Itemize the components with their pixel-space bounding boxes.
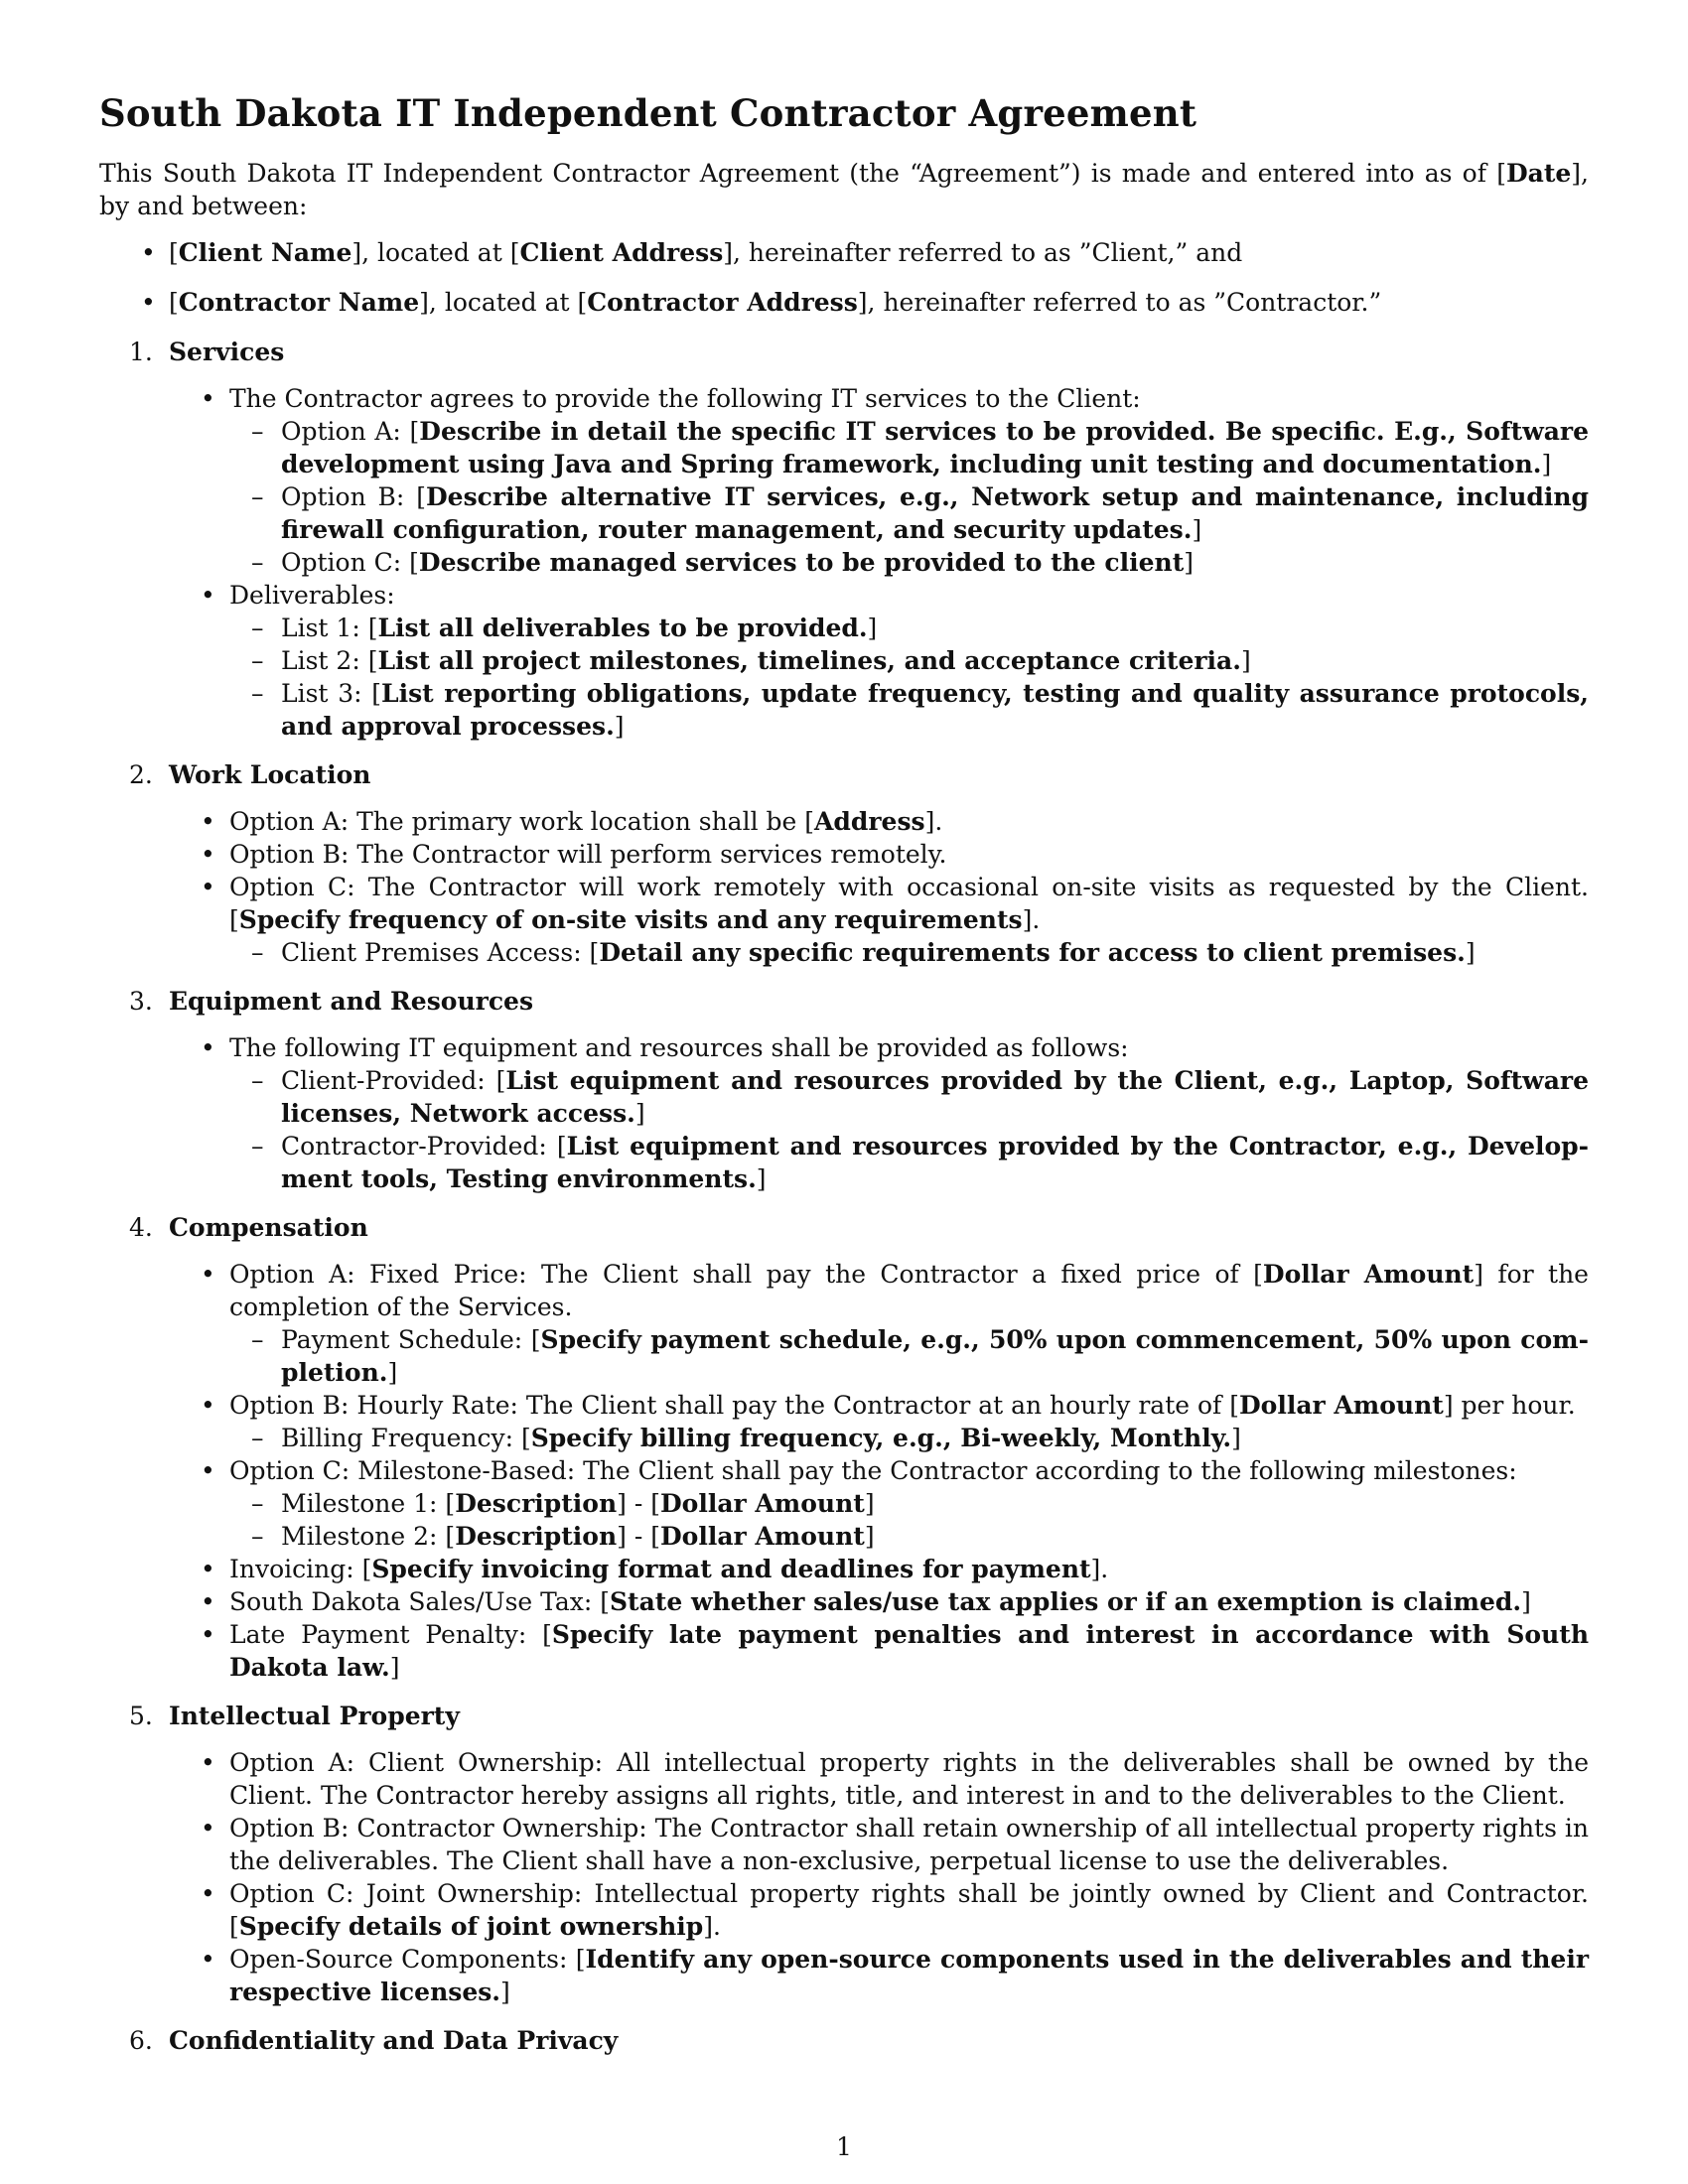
list-item — [169, 1877, 1589, 1943]
text: ] for the completion of the Services. — [229, 1260, 1589, 1321]
list-item — [169, 579, 1589, 743]
sub-item — [229, 1487, 1589, 1520]
list-item — [169, 1812, 1589, 1877]
text: Payment Schedule: [ — [281, 1325, 541, 1354]
section-number: 3. — [129, 987, 153, 1016]
text: ] — [1192, 515, 1202, 544]
text: Open-Source Components: [ — [229, 1945, 586, 1974]
section-items — [169, 382, 1589, 743]
text: Option A: The primary work location shall be [ — [229, 807, 815, 836]
placeholder: Specify payment schedule, e.g., 50% upon commencement, 50% upon com-pletion. — [281, 1325, 1589, 1387]
text: ] — [634, 1099, 645, 1128]
text: ]. — [924, 807, 943, 836]
placeholder: Specify details of joint ownership — [238, 1912, 704, 1941]
placeholder: Dollar Amount — [659, 1522, 865, 1551]
section-confidentiality — [99, 2024, 1589, 2057]
placeholder: Dollar Amount — [1262, 1260, 1475, 1289]
intro-text: ], by and between: — [99, 159, 1589, 220]
text: ], located at [ — [419, 288, 588, 317]
sub-item — [229, 612, 1589, 644]
page-number: 1 — [836, 2132, 852, 2161]
section-work-location — [99, 758, 1589, 969]
sub-item — [229, 1422, 1589, 1454]
section-items — [169, 1258, 1589, 1684]
list-item — [169, 1389, 1589, 1454]
text: Option B: [ — [281, 482, 426, 511]
text: Option B: Contractor Ownership: The Contractor shall retain ownership of all intellectual property rights in the deliverables. The Client shall have a non-exclusive, perpetual license to use the deliverables. — [229, 1814, 1589, 1875]
list-item — [169, 1585, 1589, 1618]
sub-list — [229, 936, 1589, 969]
section-title: Confidentiality and Data Privacy — [169, 2026, 619, 2055]
text: ] - [ — [617, 1522, 660, 1551]
sub-item — [229, 480, 1589, 546]
list-item — [169, 805, 1589, 838]
placeholder: Describe in detail the specific IT services to be provided. Be specific. E.g., Software development using Java and Spring framework, including unit testing and documentation. — [281, 417, 1589, 478]
parties-list — [99, 236, 1589, 319]
list-item — [169, 1943, 1589, 2008]
text: Option C: Milestone-Based: The Client shall pay the Contractor according to the following milestones: — [229, 1456, 1517, 1485]
text: List 2: [ — [281, 646, 378, 675]
sub-list — [229, 1422, 1589, 1454]
list-item — [169, 1258, 1589, 1389]
text: Option C: [ — [281, 548, 419, 577]
party-client — [99, 236, 1589, 269]
sub-list — [229, 1487, 1589, 1553]
text: ] — [1231, 1424, 1241, 1452]
section-equipment — [99, 985, 1589, 1195]
text: List 1: [ — [281, 614, 378, 642]
section-services — [99, 336, 1589, 743]
text: Option B: The Contractor will perform services remotely. — [229, 840, 947, 869]
section-number: 1. — [129, 338, 153, 366]
placeholder: Detail any specific requirements for access to client premises. — [599, 938, 1466, 967]
section-title: Services — [169, 338, 285, 366]
section-compensation — [99, 1211, 1589, 1684]
sub-list — [229, 1064, 1589, 1195]
text: The Contractor agrees to provide the following IT services to the Client: — [229, 384, 1141, 413]
section-number: 4. — [129, 1213, 153, 1242]
intro-paragraph — [99, 157, 1589, 222]
text: ] per hour. — [1443, 1391, 1576, 1420]
sub-list — [229, 1323, 1589, 1389]
text: List 3: [ — [281, 679, 382, 708]
placeholder: Specify frequency of on-site visits and any requirements — [238, 905, 1023, 934]
section-number: 2. — [129, 760, 153, 789]
text: ] — [1184, 548, 1195, 577]
text: Option A: [ — [281, 417, 420, 446]
date-placeholder: Date — [1505, 159, 1572, 188]
text: Contractor-Provided: [ — [281, 1132, 567, 1160]
list-item — [169, 1454, 1589, 1553]
text: ] — [867, 614, 878, 642]
text: Client Premises Access: [ — [281, 938, 600, 967]
text: ], located at [ — [352, 238, 520, 267]
intro-text: This South Dakota IT Independent Contractor Agreement (the “Agreement”) is made and entered into as of [ — [99, 159, 1506, 188]
text: Late Payment Penalty: [ — [229, 1620, 552, 1649]
section-title: Equipment and Resources — [169, 987, 534, 1016]
text: ], hereinafter referred to as ”Client,” and — [723, 238, 1243, 267]
text: Deliverables: — [229, 581, 395, 610]
text: Client-Provided: [ — [281, 1066, 506, 1095]
placeholder: List reporting obligations, update frequency, testing and quality assurance protocols, and approval processes. — [281, 679, 1589, 741]
text: ] — [500, 1978, 510, 2006]
placeholder: Describe alternative IT services, e.g., Network setup and maintenance, including firewall configuration, router management, and security updates. — [281, 482, 1589, 544]
list-item — [169, 1553, 1589, 1585]
text: ], hereinafter referred to as ”Contractor.” — [857, 288, 1382, 317]
text: ]. — [703, 1912, 721, 1941]
placeholder: Describe managed services to be provided to the client — [418, 548, 1185, 577]
sub-item — [229, 1130, 1589, 1195]
text: Milestone 1: [ — [281, 1489, 456, 1518]
party-contractor — [99, 286, 1589, 319]
placeholder: Dollar Amount — [1238, 1391, 1444, 1420]
list-item — [169, 1618, 1589, 1684]
text: Option A: Client Ownership: All intellectual property rights in the deliverables shall be owned by the Client. The Contractor hereby assigns all rights, title, and interest in and to the deliverables to the Client. — [229, 1748, 1589, 1810]
text: ] — [1521, 1587, 1531, 1616]
contractor-name-placeholder: Contractor Name — [178, 288, 420, 317]
text: The following IT equipment and resources shall be provided as follows: — [229, 1033, 1129, 1062]
section-title: Intellectual Property — [169, 1702, 460, 1730]
text: ] — [1465, 938, 1476, 967]
placeholder: Specify late payment penalties and interest in accordance with South Dakota law. — [229, 1620, 1590, 1682]
text: Option C: The Contractor will work remotely with occasional on-site visits as requested by the Client. [ — [229, 873, 1589, 934]
text: ] — [756, 1164, 767, 1193]
section-title: Work Location — [169, 760, 371, 789]
sub-item — [229, 1064, 1589, 1130]
placeholder: Dollar Amount — [659, 1489, 865, 1518]
placeholder: Identify any open-source components used in the deliverables and their respective licenses. — [229, 1945, 1589, 2006]
text: ] — [387, 1358, 398, 1387]
text: South Dakota Sales/Use Tax: [ — [229, 1587, 610, 1616]
document-title: South Dakota IT Independent Contractor Agreement — [99, 91, 1197, 135]
sub-list — [229, 415, 1589, 579]
section-items — [169, 1031, 1589, 1195]
placeholder: Description — [455, 1522, 618, 1551]
text: [ — [169, 288, 179, 317]
section-intellectual-property — [99, 1700, 1589, 2008]
text: Option C: Joint Ownership: Intellectual property rights shall be jointly owned by Client and Contractor. [ — [229, 1879, 1589, 1941]
list-item — [169, 838, 1589, 871]
list-item — [169, 1746, 1589, 1812]
text: ] — [1541, 450, 1552, 478]
placeholder: Specify billing frequency, e.g., Bi-weekly, Monthly. — [530, 1424, 1232, 1452]
document-page — [99, 91, 1589, 2073]
section-items — [169, 1746, 1589, 2008]
text: ] — [614, 712, 625, 741]
placeholder: State whether sales/use tax applies or if an exemption is claimed. — [610, 1587, 1522, 1616]
text: ] — [389, 1653, 400, 1682]
sub-list — [229, 612, 1589, 743]
text: [ — [169, 238, 179, 267]
sub-item — [229, 1520, 1589, 1553]
contractor-address-placeholder: Contractor Address — [587, 288, 858, 317]
placeholder: List equipment and resources provided by the Client, e.g., Laptop, Software licenses, Network access. — [281, 1066, 1589, 1128]
section-items — [169, 805, 1589, 969]
client-name-placeholder: Client Name — [178, 238, 352, 267]
placeholder: List all project milestones, timelines, and acceptance criteria. — [377, 646, 1241, 675]
section-number: 5. — [129, 1702, 153, 1730]
sections-list — [99, 336, 1589, 2057]
list-item — [169, 1031, 1589, 1195]
text: Option A: Fixed Price: The Client shall pay the Contractor a fixed price of [ — [229, 1260, 1263, 1289]
placeholder: List equipment and resources provided by the Contractor, e.g., Develop-ment tools, Testing environments. — [281, 1132, 1590, 1193]
placeholder: Specify invoicing format and deadlines for payment — [371, 1555, 1091, 1583]
text: ]. — [1022, 905, 1041, 934]
sub-item — [229, 1323, 1589, 1389]
section-title: Compensation — [169, 1213, 368, 1242]
text: ]. — [1090, 1555, 1109, 1583]
sub-item — [229, 936, 1589, 969]
sub-item — [229, 644, 1589, 677]
text: ] - [ — [617, 1489, 660, 1518]
sub-item — [229, 677, 1589, 743]
text: ] — [1240, 646, 1251, 675]
sub-item — [229, 415, 1589, 480]
list-item — [169, 871, 1589, 969]
text: Invoicing: [ — [229, 1555, 372, 1583]
section-number: 6. — [129, 2026, 153, 2055]
sub-item — [229, 546, 1589, 579]
text: Milestone 2: [ — [281, 1522, 456, 1551]
client-address-placeholder: Client Address — [519, 238, 724, 267]
list-item — [169, 382, 1589, 579]
text: ] — [864, 1522, 875, 1551]
text: Billing Frequency: [ — [281, 1424, 531, 1452]
placeholder: List all deliverables to be provided. — [377, 614, 868, 642]
placeholder: Address — [814, 807, 925, 836]
placeholder: Description — [455, 1489, 618, 1518]
text: ] — [864, 1489, 875, 1518]
text: Option B: Hourly Rate: The Client shall pay the Contractor at an hourly rate of [ — [229, 1391, 1239, 1420]
